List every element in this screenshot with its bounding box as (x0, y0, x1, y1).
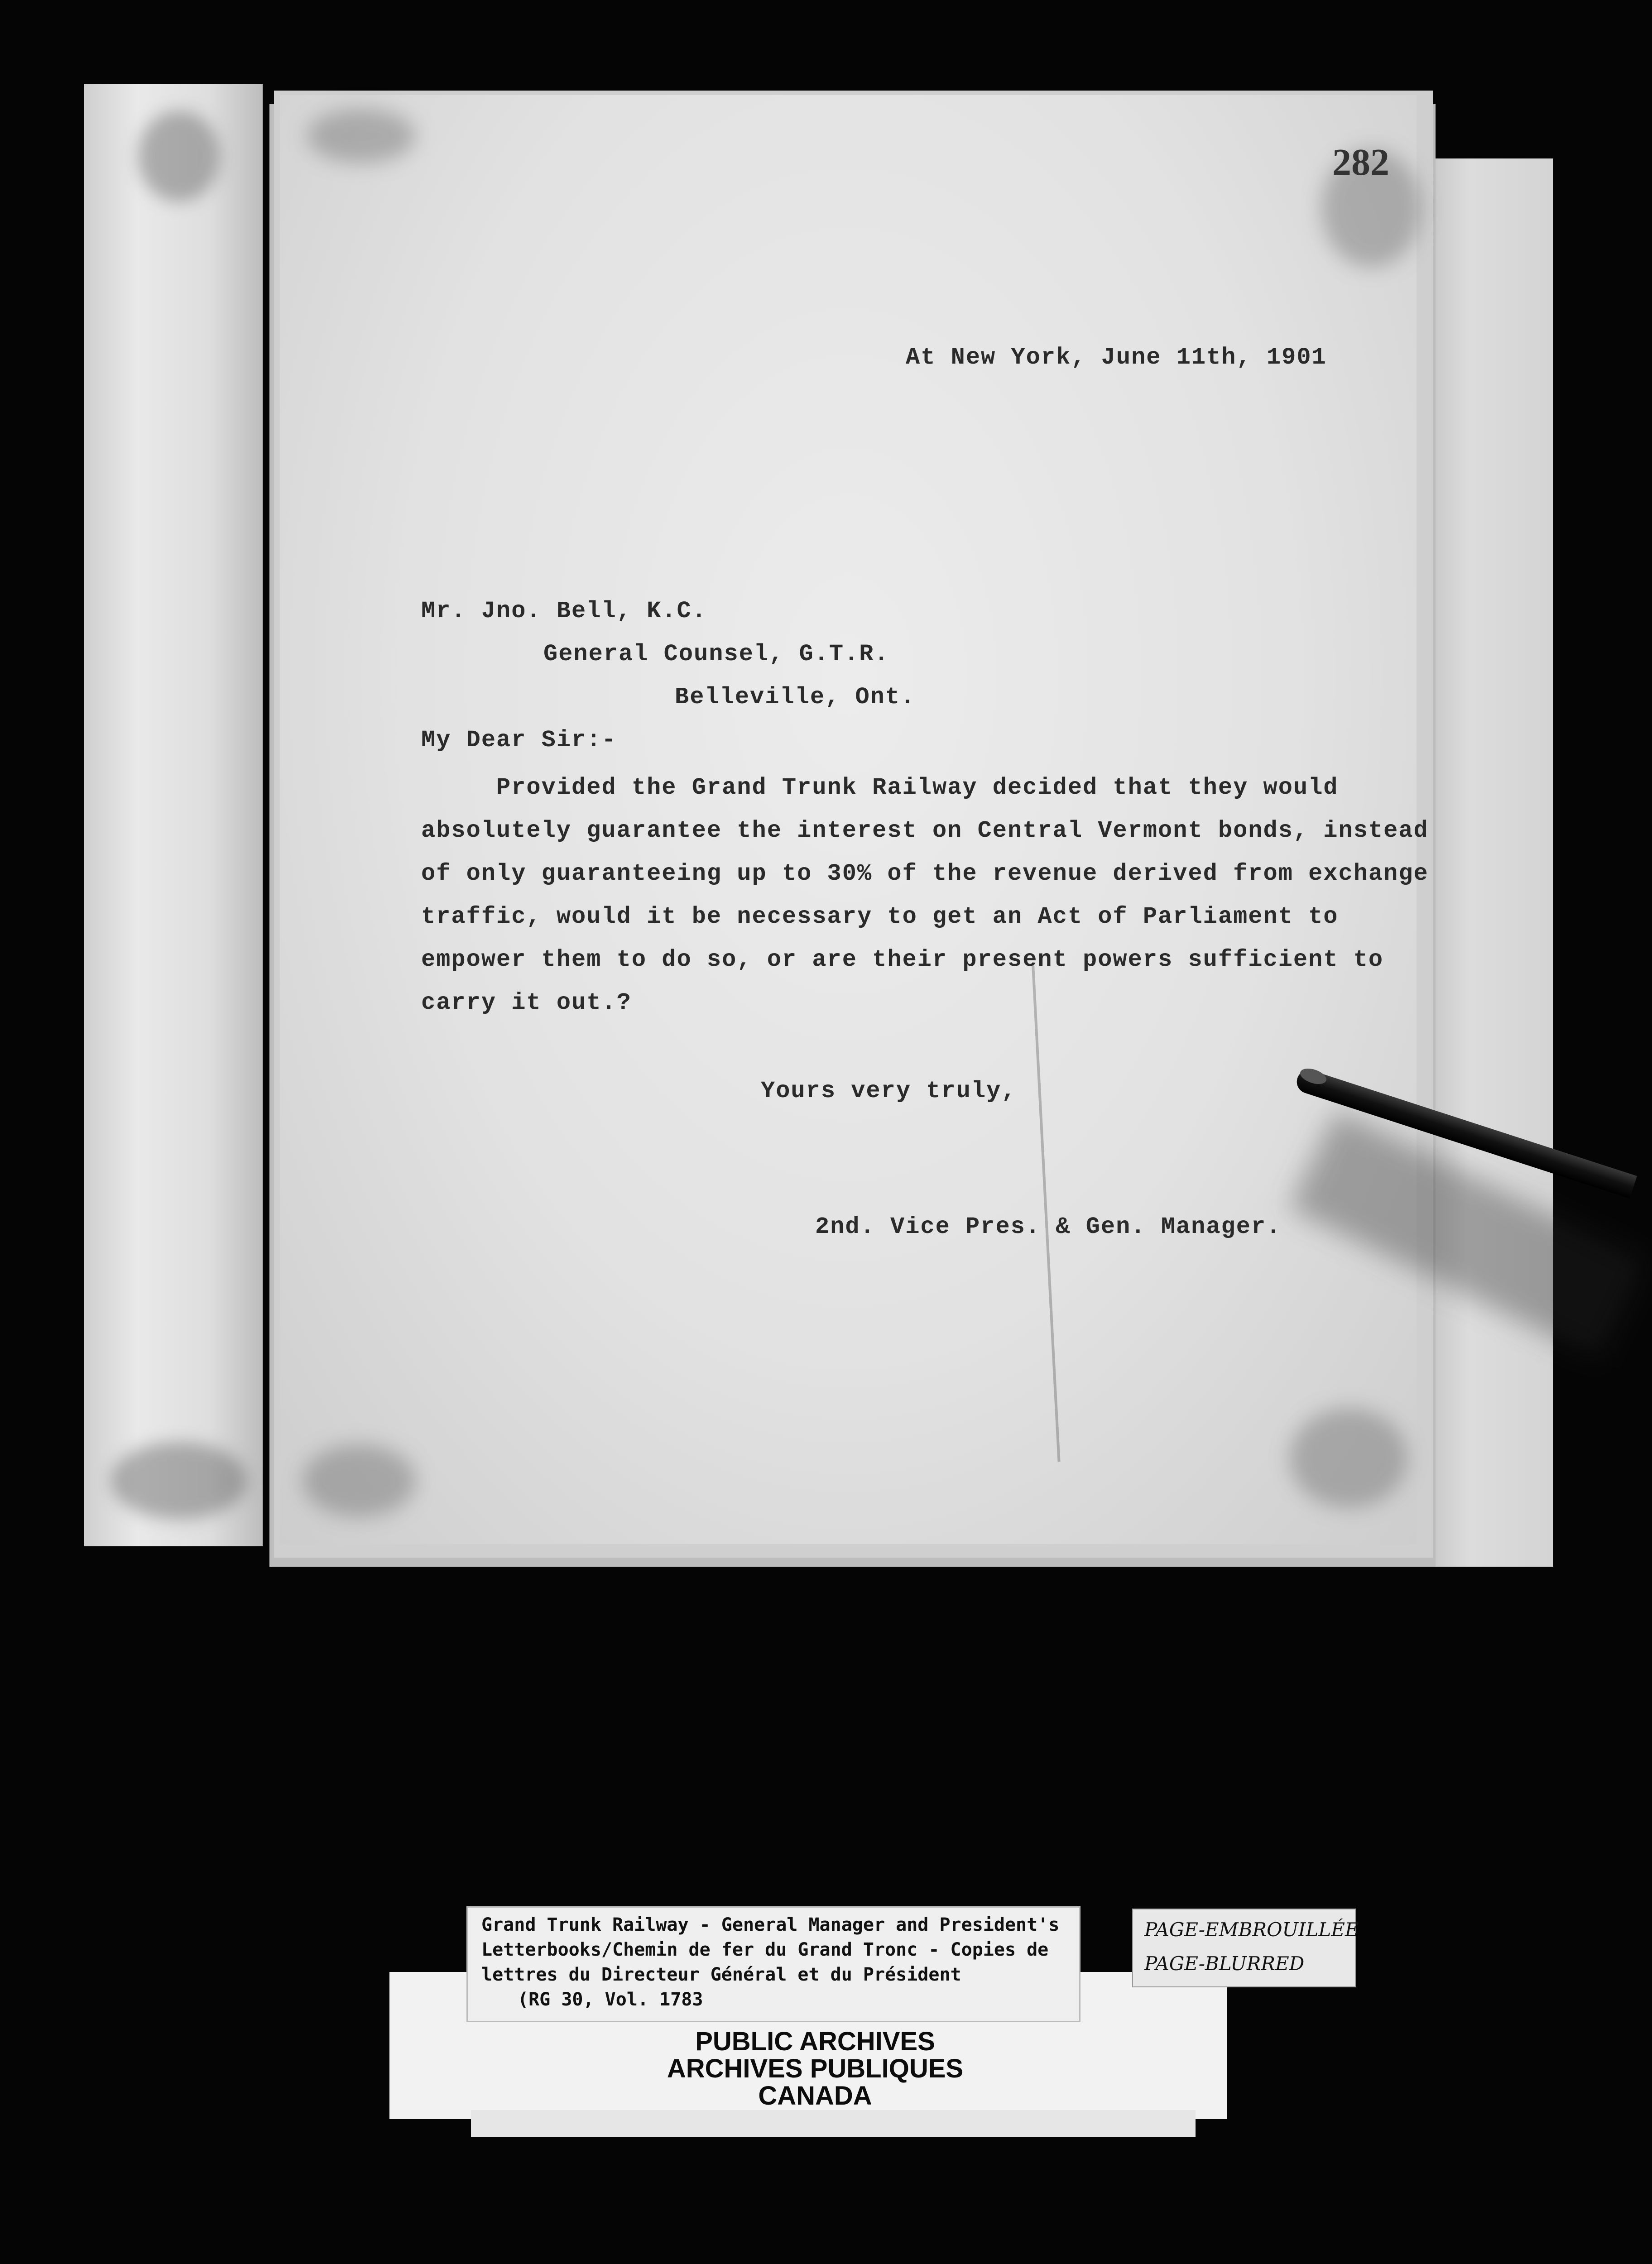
body-line: absolutely guarantee the interest on Central Vermont bonds, instead (421, 817, 1429, 844)
archives-fr: ARCHIVES PUBLIQUES (667, 2054, 964, 2083)
recipient-name: Mr. Jno. Bell, K.C. (421, 598, 707, 624)
body-line: traffic, would it be necessary to get an Act of Parliament to (421, 903, 1339, 930)
left-folded-page (84, 84, 263, 1546)
label-line: lettres du Directeur Général et du Président (481, 1964, 961, 1985)
page-number: 282 (1332, 141, 1389, 183)
dateline: At New York, June 11th, 1901 (906, 344, 1327, 371)
recipient-city: Belleville, Ont. (675, 684, 916, 710)
closing: Yours very truly, (761, 1078, 1017, 1104)
label-line: Letterbooks/Chemin de fer du Grand Tronc - Copies de (481, 1939, 1049, 1960)
stain (138, 111, 220, 201)
stain (307, 109, 416, 163)
handwritten-note (1132, 1909, 1359, 1987)
handwritten-line: PAGE-BLURRED (1144, 1952, 1305, 1975)
stain (111, 1442, 247, 1519)
salutation: My Dear Sir:- (421, 727, 617, 753)
body-line: empower them to do so, or are their present powers sufficient to (421, 946, 1384, 973)
stain (303, 1444, 416, 1517)
label-line: (RG 30, Vol. 1783 (518, 1989, 703, 2010)
signature-title: 2nd. Vice Pres. & Gen. Manager. (815, 1214, 1282, 1240)
stain (1290, 1408, 1407, 1508)
archive-description-label (466, 1906, 1081, 2022)
recipient-title: General Counsel, G.T.R. (543, 641, 889, 667)
handwritten-line: PAGE-EMBROUILLÉE (1144, 1919, 1359, 1941)
archives-country: CANADA (758, 2081, 872, 2111)
letter-page (280, 95, 1429, 1544)
body-line: carry it out.? (421, 989, 632, 1016)
body-line: of only guaranteeing up to 30% of the revenue derived from exchange (421, 860, 1429, 887)
archives-en: PUBLIC ARCHIVES (695, 2027, 935, 2056)
archive-label-strip (471, 2110, 1196, 2137)
label-line: Grand Trunk Railway - General Manager and President's (481, 1914, 1060, 1935)
body-line: Provided the Grand Trunk Railway decided that they would (421, 774, 1339, 801)
